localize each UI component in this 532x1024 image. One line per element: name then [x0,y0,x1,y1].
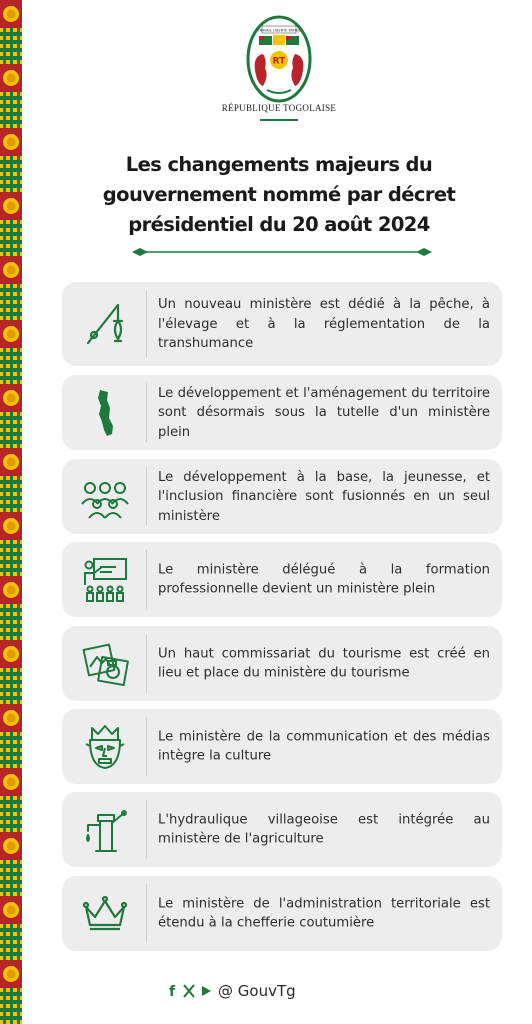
youtube-play-icon[interactable] [200,983,212,999]
info-card-culture [62,709,502,784]
card-text: Le ministère de la communication et des médias intègre la culture [158,729,490,764]
card-separator [146,884,147,943]
card-text: Le développement et l'aménagement du territoire sont désormais sous la tutelle d'un ministère plein [158,385,490,440]
card-text: Un haut commissariat du tourisme est créé en lieu et place du ministère du tourisme [158,646,490,681]
title-line-2: gouvernement nommé par décret [102,183,456,206]
title-line-3: présidentiel du 20 août 2024 [128,213,430,236]
card-separator [146,800,147,859]
card-text: Le développement à la base, la jeunesse, et l'inclusion financière sont fusionnés en un seul ministère [158,469,490,524]
card-separator [146,634,147,693]
info-card-training [62,542,502,617]
classroom-training-icon [80,555,130,605]
page-title [50,150,508,240]
facebook-icon[interactable] [166,983,178,999]
emblem-initials: RT [272,56,286,67]
card-separator [146,717,147,776]
title-line-1: Les changements majeurs du [125,153,433,176]
title-divider [132,246,432,258]
country-name: RÉPUBLIQUE TOGOLAISE [221,103,337,113]
emblem-flags-icon [259,35,299,45]
info-card-tourism [62,626,502,701]
fishing-rod-icon [80,299,130,349]
info-card-youth [62,459,502,534]
togo-map-icon [80,388,130,438]
info-card-fisheries [62,282,502,366]
card-separator [146,550,147,609]
water-pump-icon [80,805,130,855]
card-text: Un nouveau ministère est dédié à la pêche, à l'élevage et à la réglementation de la transhumance [158,296,490,351]
x-twitter-icon[interactable] [182,983,196,999]
decorative-flag-strip [0,0,22,1024]
tribal-mask-icon [80,722,130,772]
coat-of-arms-emblem [245,14,313,104]
card-separator [146,290,147,358]
tourism-photos-icon [80,639,130,689]
group-people-icon [80,472,130,522]
card-separator [146,467,147,526]
card-text: Le ministère de l'administration territoriale est étendu à la chefferie coutumière [158,896,490,931]
card-text: L'hydraulique villageoise est intégrée au ministère de l'agriculture [158,812,490,847]
emblem-motto: TRAVAIL LIBERTÉ PATRIE [257,28,301,33]
info-card-chieftaincy [62,876,502,951]
info-card-water [62,792,502,867]
social-handle: @ GouvTg [218,982,296,1000]
country-underline [260,119,298,121]
info-card-territory [62,375,502,450]
crown-icon [80,889,130,939]
svg-text:f: f [169,984,176,999]
social-footer [166,980,296,1002]
card-separator [146,383,147,442]
card-text: Le ministère délégué à la formation professionnelle devient un ministère plein [158,562,490,597]
